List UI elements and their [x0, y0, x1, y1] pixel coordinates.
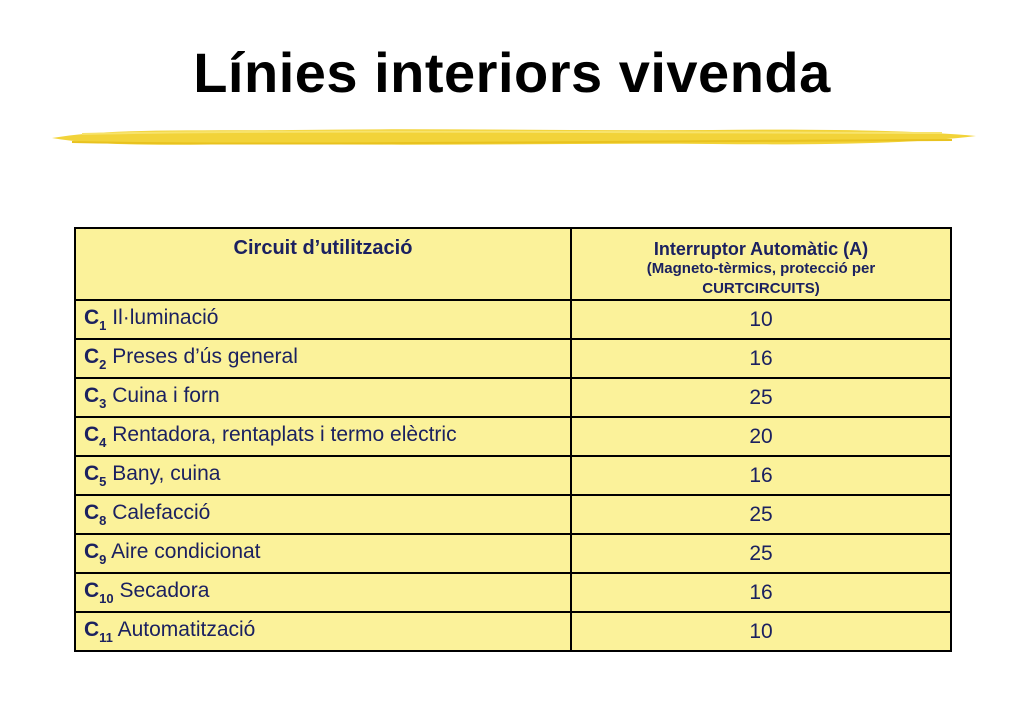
- circuit-name: Rentadora, rentaplats i termo elèctric: [112, 423, 457, 446]
- breaker-amps: 16: [571, 339, 951, 378]
- circuit-code: [84, 540, 107, 567]
- circuit-name: Cuina i forn: [112, 384, 220, 407]
- circuit-code: [84, 384, 107, 411]
- circuit-name: Aire condicionat: [111, 540, 261, 563]
- header-circuit: Circuit d’utilització: [75, 228, 571, 300]
- circuit-name: Secadora: [119, 579, 210, 602]
- circuit-cell: [75, 495, 571, 534]
- header-breaker: [571, 228, 951, 300]
- circuit-code-index: 10: [99, 591, 114, 606]
- circuit-code-index: 8: [99, 513, 107, 528]
- table-header-row: [75, 228, 951, 300]
- table-row: [75, 339, 951, 378]
- circuit-code-index: 9: [99, 552, 107, 567]
- table-row: [75, 456, 951, 495]
- circuit-cell: [75, 339, 571, 378]
- page-title: Línies interiors vivenda: [193, 41, 831, 104]
- circuit-code-index: 1: [99, 318, 107, 333]
- table-row: [75, 573, 951, 612]
- circuit-code-letter: C: [84, 501, 100, 524]
- breaker-amps: 25: [571, 495, 951, 534]
- circuit-code: [84, 423, 107, 450]
- circuit-cell: [75, 417, 571, 456]
- table-row: [75, 417, 951, 456]
- circuit-code-index: 4: [99, 435, 107, 450]
- table-row: [75, 495, 951, 534]
- circuit-name: Bany, cuina: [112, 462, 221, 485]
- circuit-code-index: 11: [99, 630, 113, 645]
- table-row: [75, 300, 951, 339]
- breaker-amps: 16: [571, 456, 951, 495]
- circuit-code-letter: C: [84, 306, 100, 329]
- circuits-table: [74, 227, 952, 652]
- circuit-name: Preses d’ús general: [112, 345, 298, 368]
- circuit-code-letter: C: [84, 618, 100, 641]
- circuit-name: Il·luminació: [112, 306, 219, 329]
- header-breaker-title: Interruptor Automàtic (A): [653, 239, 869, 259]
- circuit-code-letter: C: [84, 345, 100, 368]
- header-breaker-note-1: (Magneto-tèrmics, protecció per: [646, 260, 876, 277]
- table-row: [75, 612, 951, 651]
- circuit-cell: [75, 534, 571, 573]
- circuit-name: Automatització: [117, 618, 256, 641]
- circuit-code-index: 2: [99, 357, 107, 372]
- circuit-code: [84, 618, 113, 645]
- circuit-code-index: 3: [99, 396, 107, 411]
- circuit-code-index: 5: [99, 474, 107, 489]
- circuit-code-letter: C: [84, 423, 100, 446]
- breaker-amps: 10: [571, 300, 951, 339]
- header-breaker-note-2: CURTCIRCUITS): [702, 280, 820, 297]
- circuit-code-letter: C: [84, 384, 100, 407]
- circuit-name: Calefacció: [112, 501, 211, 524]
- circuit-code-letter: C: [84, 462, 100, 485]
- table-row: [75, 378, 951, 417]
- circuit-cell: [75, 456, 571, 495]
- circuit-cell: [75, 612, 571, 651]
- circuit-code-letter: C: [84, 579, 100, 602]
- circuit-code: [84, 579, 114, 606]
- circuit-code-letter: C: [84, 540, 100, 563]
- circuit-code: [84, 345, 107, 372]
- breaker-amps: 10: [571, 612, 951, 651]
- circuit-cell: [75, 378, 571, 417]
- breaker-amps: 20: [571, 417, 951, 456]
- breaker-amps: 16: [571, 573, 951, 612]
- circuit-code: [84, 462, 107, 489]
- breaker-amps: 25: [571, 534, 951, 573]
- circuit-cell: [75, 300, 571, 339]
- breaker-amps: 25: [571, 378, 951, 417]
- circuit-cell: [75, 573, 571, 612]
- circuit-code: [84, 501, 107, 528]
- table-row: [75, 534, 951, 573]
- title-underline-brush: [52, 122, 976, 152]
- circuit-code: [84, 306, 107, 333]
